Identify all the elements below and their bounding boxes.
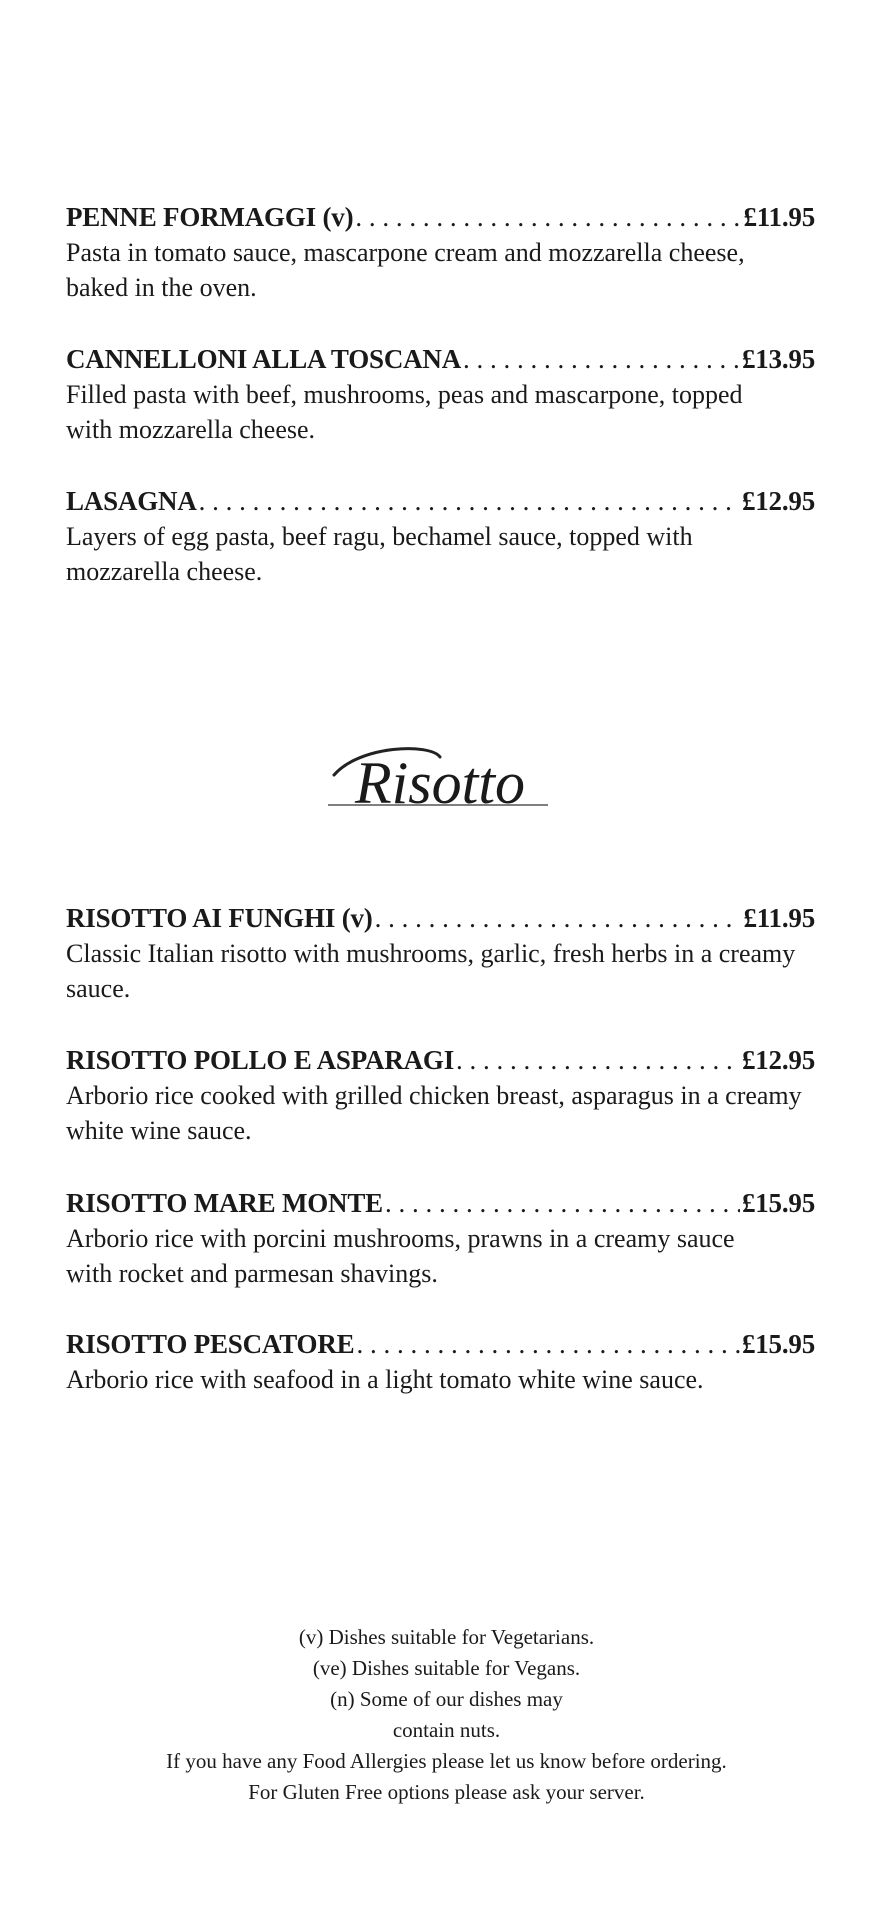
footer-line: contain nuts. bbox=[392, 1718, 501, 1742]
dot-leader bbox=[463, 342, 740, 377]
dot-leader bbox=[355, 200, 741, 235]
item-description: Layers of egg pasta, beef ragu, bechamel sauce, topped with mozzarella cheese. bbox=[66, 522, 693, 586]
item-name: PENNE FORMAGGI (v) bbox=[66, 202, 354, 232]
item-name: RISOTTO POLLO E ASPARAGI bbox=[66, 1045, 455, 1075]
item-description: Arborio rice with seafood in a light tomato white wine sauce. bbox=[66, 1365, 704, 1394]
menu-item-risotto-mare-monte bbox=[66, 1186, 815, 1291]
item-name: RISOTTO AI FUNGHI (v) bbox=[66, 903, 373, 933]
dot-leader bbox=[375, 901, 742, 936]
menu-item-risotto-funghi bbox=[66, 901, 815, 1006]
menu-item-cannelloni bbox=[66, 342, 815, 447]
footer-line: (v) Dishes suitable for Vegetarians. bbox=[298, 1625, 595, 1649]
item-name: RISOTTO MARE MONTE bbox=[66, 1188, 383, 1218]
item-price: £15.95 bbox=[741, 1188, 815, 1218]
item-name: LASAGNA bbox=[66, 486, 197, 516]
item-description: Classic Italian risotto with mushrooms, garlic, fresh herbs in a creamy sauce. bbox=[66, 939, 796, 1003]
dietary-notes-footer bbox=[0, 1622, 893, 1808]
menu-item-risotto-pescatore bbox=[66, 1327, 815, 1397]
dot-leader bbox=[356, 1327, 739, 1362]
item-price: £11.95 bbox=[743, 202, 815, 232]
item-price: £15.95 bbox=[741, 1329, 815, 1359]
item-description: Pasta in tomato sauce, mascarpone cream and mozzarella cheese, baked in the oven. bbox=[66, 238, 745, 302]
dot-leader bbox=[456, 1043, 740, 1078]
dot-leader bbox=[199, 484, 740, 519]
risotto-heading-text: Risotto bbox=[354, 750, 526, 816]
menu-item-penne-formaggi bbox=[66, 200, 815, 305]
footer-line: For Gluten Free options please ask your server. bbox=[248, 1780, 645, 1804]
menu-item-risotto-pollo bbox=[66, 1043, 815, 1148]
dot-leader bbox=[385, 1186, 740, 1221]
risotto-section-heading bbox=[320, 735, 560, 840]
item-price: £13.95 bbox=[741, 344, 815, 374]
menu-item-lasagna bbox=[66, 484, 815, 589]
item-price: £11.95 bbox=[743, 903, 815, 933]
item-description: Arborio rice with porcini mushrooms, prawns in a creamy sauce with rocket and parmesan shavings. bbox=[66, 1224, 735, 1288]
item-description: Filled pasta with beef, mushrooms, peas and mascarpone, topped with mozzarella cheese. bbox=[66, 380, 743, 444]
footer-line: (n) Some of our dishes may bbox=[330, 1687, 563, 1711]
item-name: RISOTTO PESCATORE bbox=[66, 1329, 355, 1359]
footer-line: If you have any Food Allergies please let us know before ordering. bbox=[166, 1749, 727, 1773]
footer-line: (ve) Dishes suitable for Vegans. bbox=[312, 1656, 581, 1680]
item-price: £12.95 bbox=[741, 1045, 815, 1075]
item-name: CANNELLONI ALLA TOSCANA bbox=[66, 344, 462, 374]
item-description: Arborio rice cooked with grilled chicken breast, asparagus in a creamy white wine sauce. bbox=[66, 1081, 802, 1145]
item-price: £12.95 bbox=[741, 486, 815, 516]
